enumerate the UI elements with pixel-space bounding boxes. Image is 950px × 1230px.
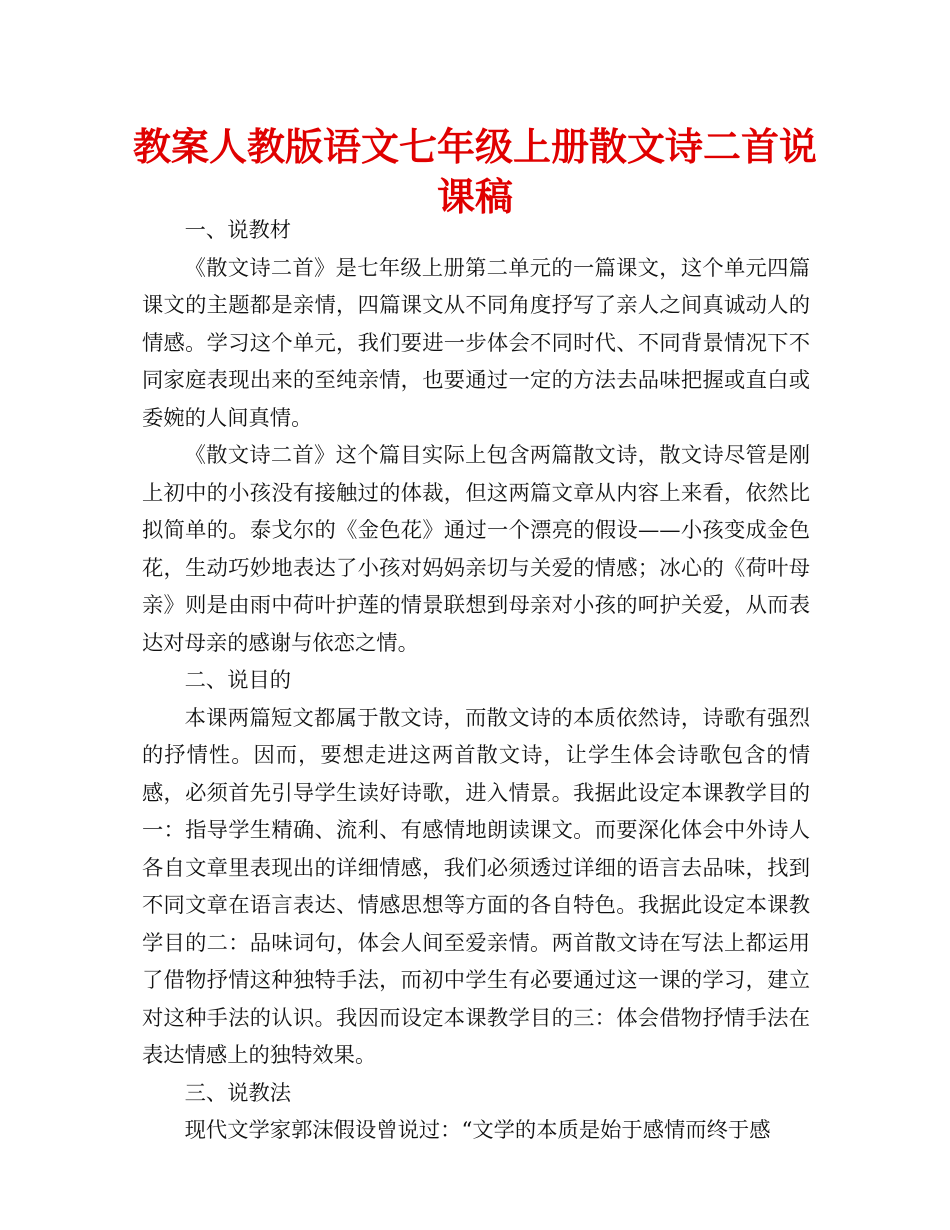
document-title: 教案人教版语文七年级上册散文诗二首说课稿 <box>132 125 817 219</box>
section-heading: 二、说目的 <box>184 668 292 693</box>
body-paragraph: 本课两篇短文都属于散文诗，而散文诗的本质依然诗，诗歌有强烈的抒情性。因而，要想走进这两首散文诗，让学生体会诗歌包含的情感，必须首先引导学生读好诗歌，进入情景。我据此设定本课教学目的一：指导学生精确、流利、有感情地朗读课文。而要深化体会中外诗人各自文章里表现出的详细情感，我们必须透过详细的语言去品味，找到不同文章在语言表达、情感思想等方面的各自特色。我据此设定本课教学目的二：品味词句，体会人间至爱亲情。两首散文诗在写法上都运用了借物抒情这种独特手法，而初中学生有必要通过这一课的学习，建立对这种手法的认识。我因而设定本课教学目的三：体会借物抒情手法在表达情感上的独特效果。 <box>142 705 810 1068</box>
section-heading: 三、说教法 <box>184 1080 292 1106</box>
body-paragraph: 《散文诗二首》这个篇目实际上包含两篇散文诗，散文诗尽管是刚上初中的小孩没有接触过的体裁，但这两篇文章从内容上来看，依然比拟简单的。泰戈尔的《金色花》通过一个漂亮的假设——小孩变成金色花，生动巧妙地表达了小孩对妈妈亲切与关爱的情感；冰心的《荷叶母亲》则是由雨中荷叶护莲的情景联想到母亲对小孩的呵护关爱，从而表达对母亲的感谢与依恋之情。 <box>142 443 810 656</box>
section-heading: 一、说教材 <box>184 218 292 243</box>
body-paragraph: 现代文学家郭沫假设曾说过：“文学的本质是始于感情而终于感 <box>184 1118 771 1143</box>
document-body <box>142 212 810 1150</box>
body-paragraph: 《散文诗二首》是七年级上册第二单元的一篇课文，这个单元四篇课文的主题都是亲情，四篇课文从不同角度抒写了亲人之间真诚动人的情感。学习这个单元，我们要进一步体会不同时代、不同背景情况下不同家庭表现出来的至纯亲情，也要通过一定的方法去品味把握或直白或委婉的人间真情。 <box>142 255 810 431</box>
